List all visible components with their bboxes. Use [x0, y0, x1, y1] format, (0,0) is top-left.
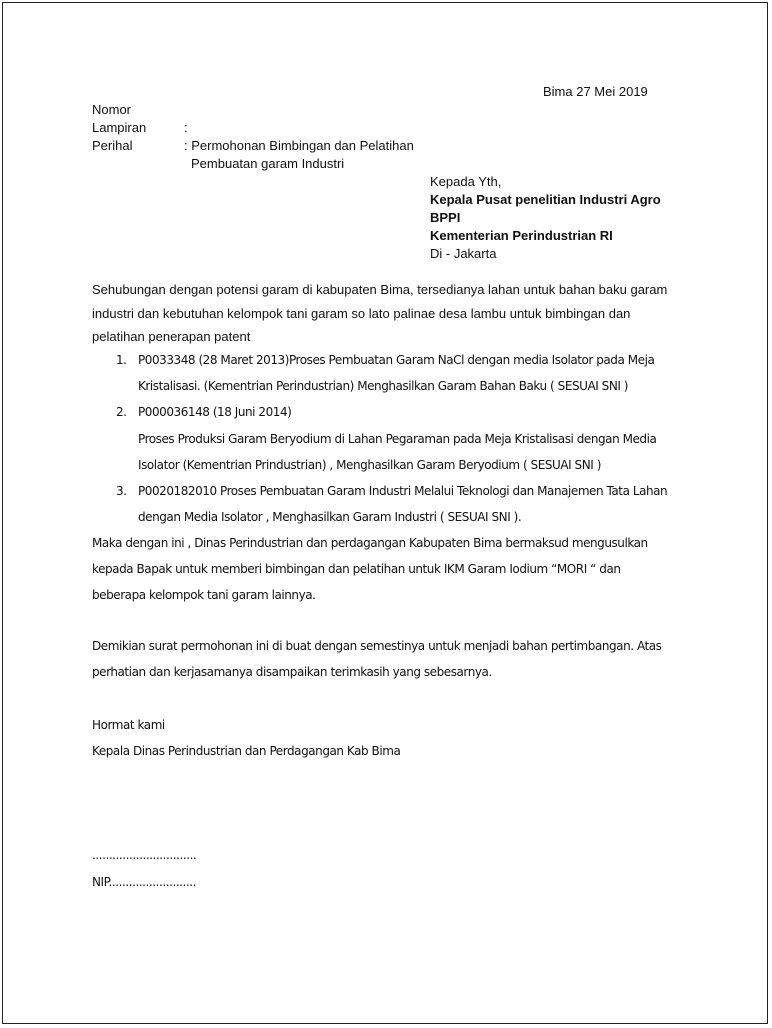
- recipient-greeting: Kepada Yth,: [430, 174, 502, 189]
- place-date: Bima 27 Mei 2019: [543, 84, 648, 99]
- recipient-line: Kepala Pusat penelitian Industri Agro: [430, 192, 661, 207]
- list-item-line: Kristalisasi. (Kementrian Perindustrian) Menghasilkan Garam Bahan Baku ( SESUAI SNI ): [138, 379, 629, 393]
- perihal-label: Perihal: [92, 138, 133, 153]
- perihal-value: : Permohonan Bimbingan dan Pelatihan: [184, 138, 414, 153]
- list-number: 2.: [116, 405, 127, 419]
- signature-salutation: Hormat kami: [92, 718, 165, 732]
- list-item-line: P0033348 (28 Maret 2013)Proses Pembuatan Garam NaCl dengan media Isolator pada Meja: [138, 353, 655, 367]
- paragraph-line: kepada Bapak untuk memberi bimbingan dan pelatihan untuk IKM Garam Iodium “MORI “ dan: [92, 562, 621, 576]
- recipient-line: Kementerian Perindustrian RI: [430, 228, 613, 243]
- list-item-line: P0020182010 Proses Pembuatan Garam Industri Melalui Teknologi dan Manajemen Tata Lahan: [138, 484, 668, 498]
- recipient-line: Di - Jakarta: [430, 246, 497, 261]
- list-item-line: Isolator (Kementrian Prindustrian) , Menghasilkan Garam Beryodium ( SESUAI SNI ): [138, 458, 601, 472]
- list-number: 1.: [116, 353, 127, 367]
- list-item-line: Proses Produksi Garam Beryodium di Lahan Pegaraman pada Meja Kristalisasi dengan Media: [138, 432, 657, 446]
- paragraph-line: beberapa kelompok tani garam lainnya.: [92, 588, 316, 602]
- lampiran-value: :: [184, 120, 188, 135]
- paragraph-line: industri dan kebutuhan kelompok tani garam so lato palinae desa lambu untuk bimbingan dan: [92, 306, 631, 321]
- paragraph-line: Maka dengan ini , Dinas Perindustrian dan perdagangan Kabupaten Bima bermaksud mengusulkan: [92, 536, 648, 550]
- list-item-line: P000036148 (18 Juni 2014): [138, 405, 292, 419]
- paragraph-line: Demikian surat permohonan ini di buat dengan semestinya untuk menjadi bahan pertimbangan. Atas: [92, 639, 662, 653]
- paragraph-line: perhatian dan kerjasamanya disampaikan terimkasih yang sebesarnya.: [92, 665, 492, 679]
- signatory-title: Kepala Dinas Perindustrian dan Perdagangan Kab Bima: [92, 744, 401, 758]
- paragraph-line: pelatihan penerapan patent: [92, 329, 251, 344]
- nip-placeholder: NIP..........................: [92, 875, 197, 889]
- lampiran-label: Lampiran: [92, 120, 147, 135]
- list-number: 3.: [116, 484, 127, 498]
- paragraph-line: Sehubungan dengan potensi garam di kabupaten Bima, tersedianya lahan untuk bahan baku garam: [92, 282, 668, 297]
- signatory-name-placeholder: ...............................: [92, 848, 197, 862]
- perihal-value-continued: Pembuatan garam Industri: [191, 156, 345, 171]
- list-item-line: dengan Media Isolator , Menghasilkan Garam Industri ( SESUAI SNI ).: [138, 510, 522, 524]
- nomor-label: Nomor: [92, 102, 132, 117]
- recipient-line: BPPI: [430, 210, 461, 225]
